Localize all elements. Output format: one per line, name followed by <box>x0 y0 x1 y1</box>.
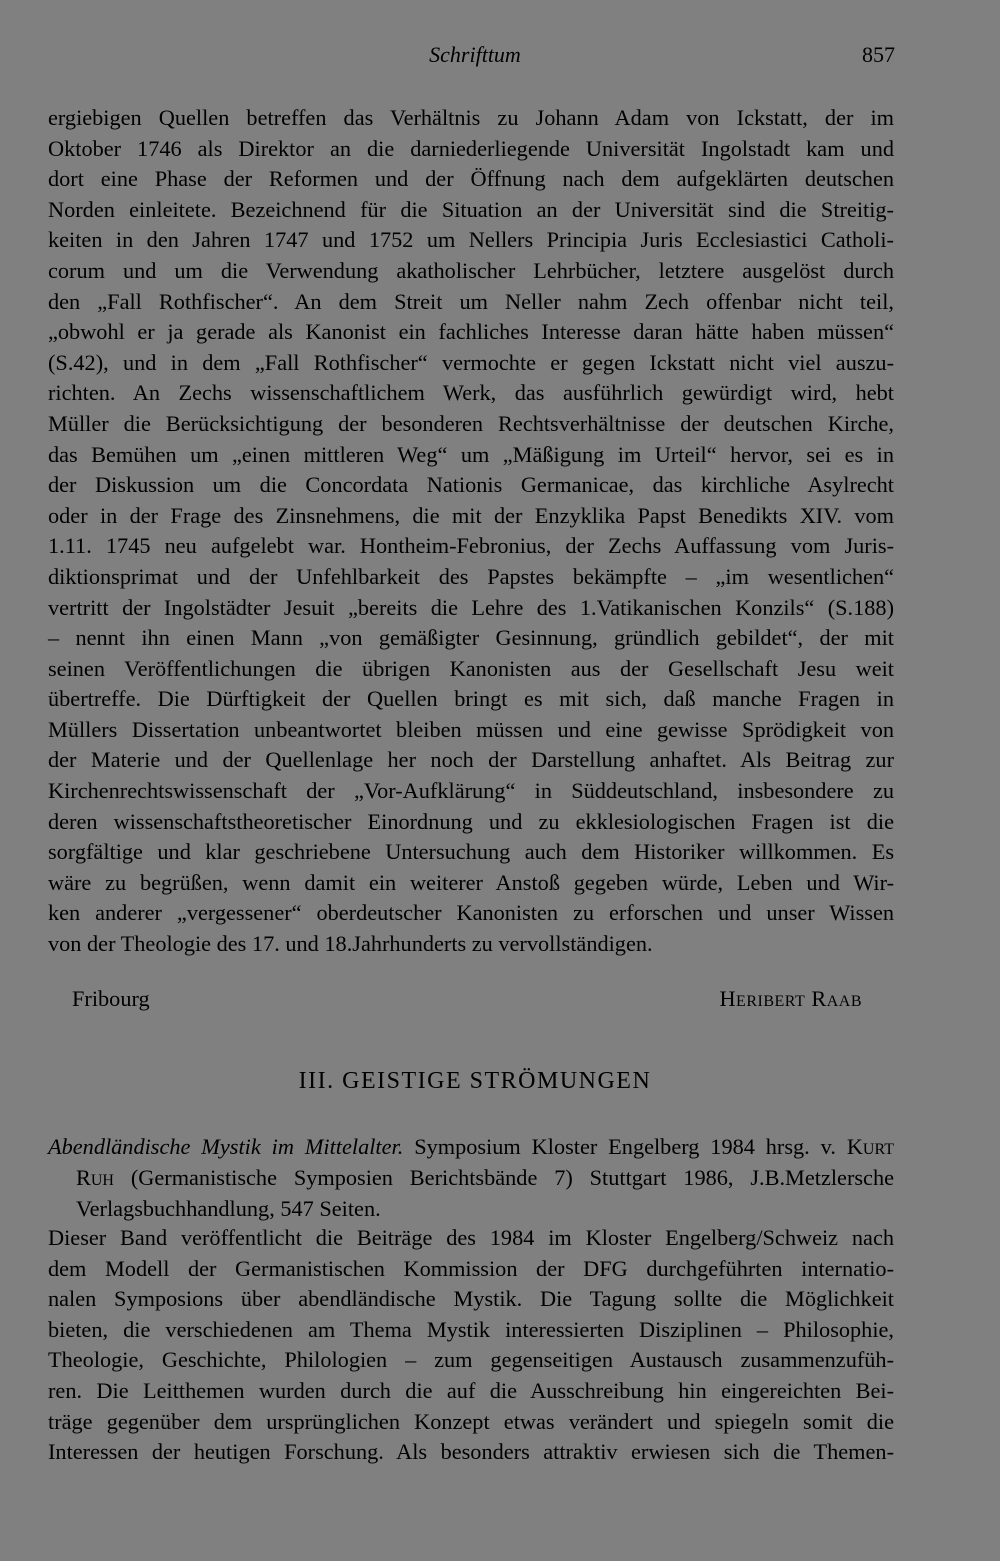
section-heading: III. GEISTIGE STRÖMUNGEN <box>298 1068 652 1094</box>
body-line: der Diskussion um die Concordata Nationis Germanicae, das kirchliche Asylrecht <box>48 472 894 498</box>
body-line: übertreffe. Die Dürftigkeit der Quellen bringt es mit sich, daß manche Fragen in <box>48 686 894 712</box>
body-line: 1.11. 1745 neu aufgelebt war. Hontheim-Febronius, der Zechs Auffassung vom Juris- <box>48 533 894 559</box>
body-line: wäre zu begrüßen, wenn damit ein weiterer Anstoß gegeben würde, Leben und Wir- <box>48 869 894 895</box>
body-line: keiten in den Jahren 1747 und 1752 um Nellers Principia Juris Ecclesiastici Catholi- <box>48 227 894 253</box>
bibliographic-reference <box>48 1132 894 1225</box>
reference-text: Symposium Kloster Engelberg 1984 hrsg. v. <box>403 1134 847 1159</box>
body-line: seinen Veröffentlichungen die übrigen Kanonisten aus der Gesellschaft Jesu weit <box>48 655 894 681</box>
body-line: deren wissenschaftstheoretischer Einordnung und zu ekklesiologischen Fragen ist die <box>48 808 894 834</box>
reference-text: (Germanistische Symposien Berichtsbände 7) Stuttgart 1986, J.B.Metzlersche <box>113 1165 894 1190</box>
body-line: ken anderer „vergessener“ oberdeutscher Kanonisten zu erforschen und unser Wissen <box>48 900 894 926</box>
body-line: vertritt der Ingolstädter Jesuit „bereits die Lehre des 1.Vatikanischen Konzils“ (S.188) <box>48 594 894 620</box>
body-line: den „Fall Rothfischer“. An dem Streit um Neller nahm Zech offenbar nicht teil, <box>48 288 894 314</box>
body-line: „obwohl er ja gerade als Kanonist ein fachliches Interesse daran hätte haben müssen“ <box>48 319 894 345</box>
body-line: Kirchenrechtswissenschaft der „Vor-Aufklärung“ in Süddeutschland, insbesondere zu <box>48 778 894 804</box>
review-line: ren. Die Leitthemen wurden durch die auf die Ausschreibung hin eingereichten Bei- <box>48 1377 894 1403</box>
body-line: der Materie und der Quellenlage her noch der Darstellung anhaftet. Als Beitrag zur <box>48 747 894 773</box>
body-line: Norden einleitete. Bezeichnend für die Situation an der Universität sind die Streitig- <box>48 196 894 222</box>
review-body-paragraph <box>48 103 894 960</box>
review-line: träge gegenüber dem ursprünglichen Konzept etwas verändert und spiegeln somit die <box>48 1408 894 1434</box>
signoff-author: Heribert Raab <box>719 986 862 1011</box>
body-line: Müller die Berücksichtigung der besonderen Rechtsverhältnisse der deutschen Kirche, <box>48 410 894 436</box>
body-line: diktionsprimat und der Unfehlbarkeit des Papstes bekämpfte – „im wesentlichen“ <box>48 563 894 589</box>
reference-line <box>48 1132 894 1163</box>
body-line: richten. An Zechs wissenschaftlichem Werk, das ausführlich gewürdigt wird, hebt <box>48 380 894 406</box>
body-line: sorgfältige und klar geschriebene Untersuchung auch dem Historiker willkommen. Es <box>48 839 894 865</box>
body-line: (S.42), und in dem „Fall Rothfischer“ vermochte er gegen Ickstatt nicht viel auszu- <box>48 349 894 375</box>
review-line: nalen Symposions über abendländische Mystik. Die Tagung sollte die Möglichkeit <box>48 1286 894 1312</box>
reference-line <box>48 1163 894 1194</box>
running-title: Schrifttum <box>429 42 521 67</box>
body-line: Müllers Dissertation unbeantwortet bleiben müssen und eine gewisse Sprödigkeit von <box>48 716 894 742</box>
body-line: – nennt ihn einen Mann „von gemäßigter Gesinnung, gründlich gebildet“, der mit <box>48 625 894 651</box>
body-line: von der Theologie des 17. und 18.Jahrhunderts zu vervollständigen. <box>48 931 653 957</box>
body-line: oder in der Frage des Zinsnehmens, die mit der Enzyklika Papst Benedikts XIV. vom <box>48 502 894 528</box>
body-line: corum und um die Verwendung akatholischer Lehrbücher, letztere ausgelöst durch <box>48 257 894 283</box>
body-line: das Bemühen um „einen mittleren Weg“ um „Mäßigung im Urteil“ hervor, sei es in <box>48 441 894 467</box>
body-line: Oktober 1746 als Direktor an die darniederliegende Universität Ingolstadt kam und <box>48 135 894 161</box>
review-line: Dieser Band veröffentlicht die Beiträge des 1984 im Kloster Engelberg/Schweiz nach <box>48 1225 894 1250</box>
review-line: Interessen der heutigen Forschung. Als besonders attraktiv erwiesen sich die Themen- <box>48 1439 894 1465</box>
review-line: Theologie, Geschichte, Philologien – zum gegenseitigen Austausch zusammenzufüh- <box>48 1347 894 1373</box>
page-number: 857 <box>862 42 895 67</box>
review-paragraph <box>48 1223 894 1468</box>
body-line: ergiebigen Quellen betreffen das Verhältnis zu Johann Adam von Ickstatt, der im <box>48 105 894 130</box>
reference-line: Verlagsbuchhandlung, 547 Seiten. <box>76 1196 381 1221</box>
reference-title: Abendländische Mystik im Mittelalter. <box>48 1134 404 1159</box>
body-line: dort eine Phase der Reformen und der Öffnung nach dem aufgeklärten deutschen <box>48 166 894 192</box>
reference-editor-first: Kurt <box>846 1134 894 1159</box>
review-line: dem Modell der Germanistischen Kommission der DFG durchgeführten internatio- <box>48 1255 894 1281</box>
reference-editor-last: Ruh <box>76 1165 114 1190</box>
review-line: bieten, die verschiedenen am Thema Mystik interessierten Disziplinen – Philosophie, <box>48 1316 894 1342</box>
signoff-place: Fribourg <box>72 986 150 1011</box>
